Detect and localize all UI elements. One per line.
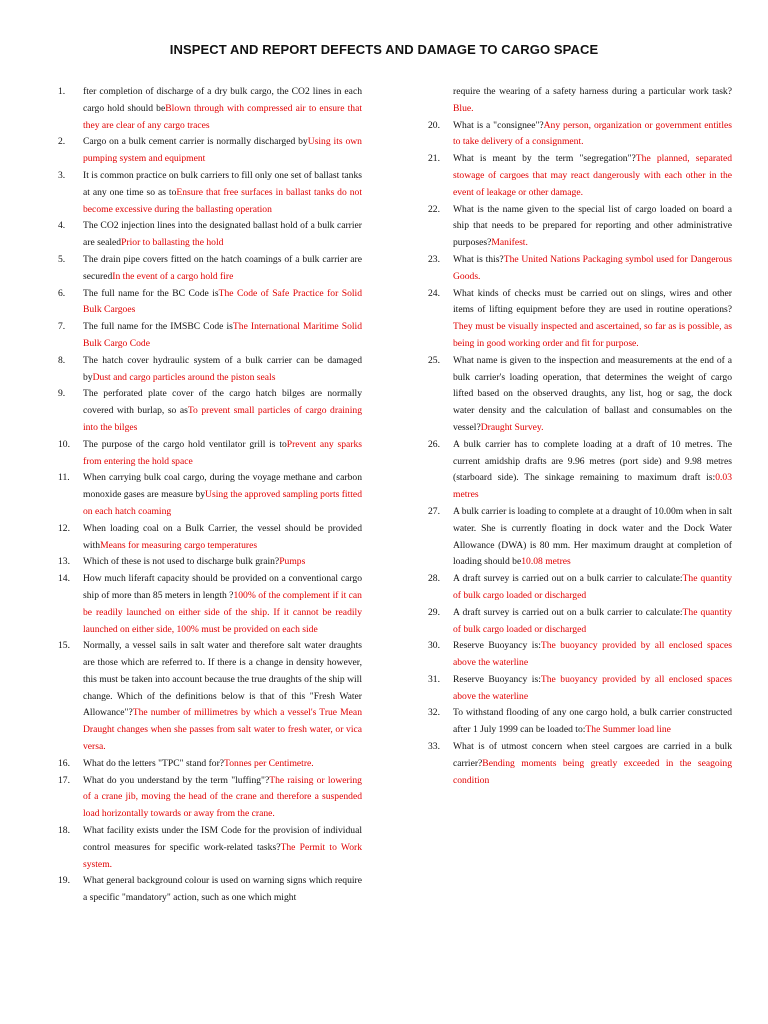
item-number: 33. [428, 741, 440, 753]
list-item [58, 554, 362, 571]
item-number: 1. [58, 86, 66, 97]
question-text: Reserve Buoyancy is: [453, 673, 541, 685]
list-item [58, 638, 362, 756]
question-text: What do you understand by the term "luffing"? [83, 774, 270, 786]
list-item [58, 218, 362, 252]
item-number: 28. [428, 573, 440, 585]
list-item [58, 252, 362, 286]
answer-text: Blue. [453, 102, 474, 114]
list-item [428, 705, 732, 739]
answer-text: Any person, organization or government entitles to take delivery of a consignment. [453, 119, 732, 148]
list-item [58, 353, 362, 387]
question-text: The purpose of the cargo hold ventilator grill is to [83, 438, 287, 450]
list-item [58, 319, 362, 353]
item-number: 7. [58, 321, 66, 333]
answer-text: The raising or lowering of a crane jib, moving the head of the crane and therefore a suspended load horizontally towards or away from the crane. [83, 774, 362, 820]
item-body [83, 252, 362, 286]
item-body [83, 756, 362, 773]
item-number: 16. [58, 757, 70, 769]
item-body [453, 437, 732, 504]
answer-text: The International Maritime Solid Bulk Cargo Code [83, 321, 362, 349]
item-number: 19. [58, 875, 70, 887]
right-items [428, 118, 732, 790]
answer-text: Tonnes per Centimetre. [224, 757, 314, 769]
item-number: 5. [58, 253, 66, 265]
item-number: 12. [58, 522, 70, 534]
question-text: A bulk carrier has to complete loading at a draft of 10 metres. The current amidship drafts are 9.96 metres (port side) and 9.98 metres (starboard side). The sinkage remaining to maximum draft is: [453, 438, 732, 484]
question-text: A draft survey is carried out on a bulk carrier to calculate: [453, 606, 683, 618]
answer-text: To prevent small particles of cargo draining into the bilges [83, 405, 362, 433]
list-item [58, 437, 362, 471]
list-item [428, 638, 732, 672]
answer-text: 0.03 metres [453, 472, 732, 501]
item-number: 8. [58, 354, 66, 366]
item-number: 20. [428, 119, 440, 131]
question-text: A bulk carrier is loading to complete at a draught of 10.00m when in salt water. She is currently floating in dock water and the Dock Water Allowance (DWA) is 80 mm. Her maximum draught at completion of loading should be [453, 505, 732, 568]
answer-text: The Permit to Work system. [83, 841, 362, 870]
item-body [83, 873, 362, 907]
question-text: What is meant by the term "segregation"? [453, 153, 636, 165]
item-body [453, 118, 732, 152]
item-number: 18. [58, 825, 70, 837]
list-item [428, 605, 732, 639]
item-body [83, 571, 362, 638]
question-text: fter completion of discharge of a dry bulk cargo, the CO2 lines in each cargo hold should be [83, 86, 362, 114]
question-text: What general background colour is used on warning signs which require a specific "mandatory" action, such as one which might [83, 875, 362, 904]
page-title: INSPECT AND REPORT DEFECTS AND DAMAGE TO CARGO SPACE [169, 42, 599, 57]
item-body [83, 521, 362, 555]
item-body [453, 504, 732, 571]
item-body [453, 252, 732, 286]
item-number: 10. [58, 438, 70, 450]
item-body [453, 571, 732, 605]
answer-text: The Code of Safe Practice for Solid Bulk Cargoes [83, 287, 362, 316]
left-column [58, 84, 362, 907]
answer-text: Ensure that free surfaces in ballast tanks do not become excessive during the ballasting operation [83, 186, 362, 215]
item-body [83, 437, 362, 471]
list-item [58, 386, 362, 436]
item-number: 15. [58, 640, 70, 652]
answer-text: Dust and cargo particles around the piston seals [92, 371, 276, 383]
item-body [453, 638, 732, 672]
list-item [58, 823, 362, 873]
question-text: Normally, a vessel sails in salt water and therefore salt water draughts are those which are referred to. If there is a change in density however, this must be taken into account because the true draughts of the ship will change. Which of the definitions below is that of this "Fresh Water Allowance"? [83, 640, 362, 719]
item-number: 27. [428, 505, 440, 517]
right-column [428, 84, 732, 789]
answer-text: They must be visually inspected and ascertained, so far as is possible, as being in good working order and fit for purpose. [453, 321, 732, 349]
question-text: The perforated plate cover of the cargo hatch bilges are normally covered with burlap, so as [83, 388, 362, 417]
list-item [428, 504, 732, 571]
answer-text: The number of millimetres by which a vessel's True Mean Draught changes when she passes from salt water to fresh water, or vica versa. [83, 707, 362, 753]
question-text: When loading coal on a Bulk Carrier, the vessel should be provided with [83, 522, 362, 551]
item-body [83, 84, 362, 134]
list-item [428, 151, 732, 201]
item-body [83, 168, 362, 218]
item-number: 32. [428, 707, 440, 719]
item-body [83, 286, 362, 320]
question-text: What kinds of checks must be carried out on slings, wires and other items of lifting equipment before they are used in routine operations? [453, 287, 732, 316]
list-item [58, 571, 362, 638]
item-number: 11. [58, 472, 70, 484]
answer-text: In the event of a cargo hold fire [112, 270, 234, 282]
list-item [58, 773, 362, 823]
item-body [83, 134, 362, 168]
item-body [83, 554, 362, 571]
answer-text: 100% of the complement if it can be readily launched on either side of the ship. If it cannot be readily launched on either side, 100% must be provided on each side [83, 589, 362, 635]
answer-text: Using its own pumping system and equipment [83, 136, 362, 165]
list-item [428, 739, 732, 789]
item-number: 21. [428, 153, 440, 165]
list-item [428, 252, 732, 286]
list-item [58, 521, 362, 555]
question-text: It is common practice on bulk carriers to fill only one set of ballast tanks at any one time so as to [83, 169, 362, 198]
item-body [83, 386, 362, 436]
question-text: What is of utmost concern when steel cargoes are carried in a bulk carrier? [453, 741, 732, 769]
item-number: 17. [58, 774, 70, 786]
item-number: 2. [58, 136, 66, 148]
question-text: The drain pipe covers fitted on the hatch coamings of a bulk carrier are secured [83, 253, 362, 282]
item-number: 29. [428, 606, 440, 618]
question-text: A draft survey is carried out on a bulk carrier to calculate: [453, 573, 683, 585]
list-item [428, 286, 732, 353]
item-body [453, 739, 732, 789]
item-body [83, 218, 362, 252]
list-item [428, 571, 732, 605]
question-text: The full name for the IMSBC Code is [83, 321, 233, 333]
answer-text: Draught Survey. [480, 421, 544, 433]
question-text: The CO2 injection lines into the designated ballast hold of a bulk carrier are sealed [83, 220, 362, 249]
answer-text: Prior to ballasting the hold [121, 237, 224, 249]
answer-text: The quantity of bulk cargo loaded or discharged [453, 606, 732, 635]
answer-text: The quantity of bulk cargo loaded or discharged [453, 573, 732, 601]
list-item [428, 672, 732, 706]
list-item [58, 470, 362, 520]
item-body [83, 470, 362, 520]
question-text: require the wearing of a safety harness during a particular work task? [453, 86, 732, 97]
item-body [453, 705, 732, 739]
continued-item [428, 84, 732, 118]
question-text: Reserve Buoyancy is: [453, 640, 541, 652]
item-body [453, 605, 732, 639]
question-text: The hatch cover hydraulic system of a bulk carrier can be damaged by [83, 354, 362, 383]
item-body [83, 823, 362, 873]
question-text: When carrying bulk coal cargo, during the voyage methane and carbon monoxide gases are measure by [83, 472, 362, 501]
question-text: What do the letters "TPC" stand for? [83, 757, 225, 769]
list-item [58, 84, 362, 134]
item-body [453, 286, 732, 353]
item-number: 25. [428, 354, 440, 366]
item-number: 30. [428, 640, 440, 652]
item-number: 6. [58, 287, 66, 299]
list-item [428, 202, 732, 252]
item-number: 13. [58, 556, 70, 568]
item-number: 31. [428, 673, 440, 685]
question-text: Cargo on a bulk cement carrier is normally discharged by [83, 136, 308, 148]
item-number: 23. [428, 253, 440, 265]
list-item [428, 353, 732, 437]
question-text: What name is given to the inspection and measurements at the end of a bulk carrier's loading operation, that determines the weight of cargo lifted based on the observed draughts, any list, hog or sag, the dock water density and the calculation of ballast and consumables on the vessel? [453, 354, 732, 433]
answer-text: Prevent any sparks from entering the hold space [83, 438, 363, 467]
item-number: 9. [58, 388, 66, 400]
item-body [83, 353, 362, 387]
answer-text: The buoyancy provided by all enclosed spaces above the waterline [453, 673, 732, 702]
list-item [58, 134, 362, 168]
item-number: 14. [58, 573, 70, 585]
item-body [453, 353, 732, 437]
question-text: The full name for the BC Code is [83, 287, 219, 299]
item-number: 4. [58, 220, 66, 232]
answer-text: Pumps [279, 556, 306, 568]
answer-text: Means for measuring cargo temperatures [100, 539, 258, 551]
item-number: 26. [428, 438, 440, 450]
answer-text: The Summer load line [585, 724, 671, 736]
question-text: What is the name given to the special list of cargo loaded on board a ship that needs to be prepared for reporting and other administrative purposes? [453, 203, 732, 249]
item-body [453, 672, 732, 706]
item-number: 22. [428, 203, 440, 215]
item-body [83, 638, 362, 756]
item-number: 3. [58, 169, 66, 181]
question-text: What facility exists under the ISM Code for the provision of individual control measures for specific work-related tasks? [83, 825, 362, 853]
list-item [428, 437, 732, 504]
answer-text: The planned, separated stowage of cargoes that may react dangerously with each other in the event of leakage or other damage. [453, 153, 733, 198]
list-item [58, 873, 362, 907]
question-text: How much liferaft capacity should be provided on a conventional cargo ship of more than 85 meters in length ? [83, 573, 362, 601]
answer-text: The United Nations Packaging symbol used for Dangerous Goods. [453, 253, 733, 282]
answer-text: Using the approved sampling ports fitted on each hatch coaming [83, 489, 362, 517]
question-text: What is this? [453, 253, 504, 265]
list-item [58, 168, 362, 218]
question-text: Which of these is not used to discharge bulk grain? [83, 556, 280, 568]
answer-text: 10.08 metres [521, 556, 571, 568]
list-item [428, 118, 732, 152]
item-body [453, 151, 732, 201]
answer-text: Manifest. [491, 237, 528, 249]
item-body [83, 773, 362, 823]
answer-text: The buoyancy provided by all enclosed spaces above the waterline [453, 640, 732, 669]
item-number: 24. [428, 287, 440, 299]
list-item [58, 756, 362, 773]
item-body [453, 202, 732, 252]
item-body [83, 319, 362, 353]
question-text: What is a "consignee"? [453, 119, 544, 131]
answer-text: Bending moments being greatly exceeded in the seagoing condition [453, 757, 732, 786]
question-text: To withstand flooding of any one cargo hold, a bulk carrier constructed after 1 July 1999 can be loaded to: [453, 707, 732, 736]
answer-text: Blown through with compressed air to ensure that they are clear of any cargo traces [83, 102, 362, 131]
list-item [58, 286, 362, 320]
